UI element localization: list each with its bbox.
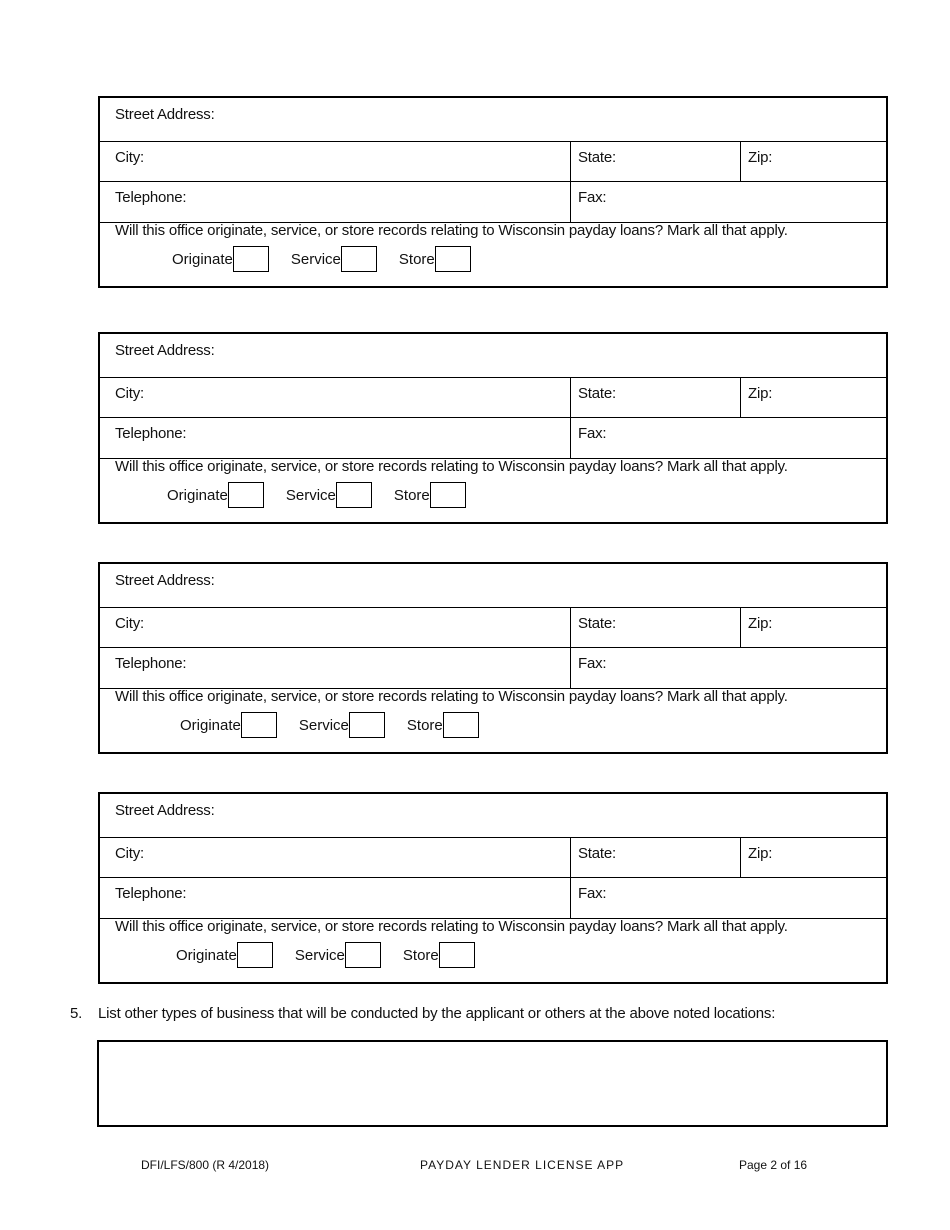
city-label: City:: [115, 149, 145, 166]
location-block-3: [98, 562, 888, 754]
originate-checkbox[interactable]: [233, 246, 269, 272]
telephone-field[interactable]: [100, 417, 571, 458]
state-label: State:: [578, 845, 616, 862]
fax-field[interactable]: [570, 877, 886, 918]
telephone-field[interactable]: [100, 647, 571, 688]
zip-field[interactable]: [740, 377, 886, 417]
street-address-row[interactable]: [100, 334, 886, 378]
zip-field[interactable]: [740, 837, 886, 877]
street-address-row[interactable]: [100, 564, 886, 608]
service-checkbox[interactable]: [341, 246, 377, 272]
store-checkbox[interactable]: [430, 482, 466, 508]
city-field[interactable]: [100, 837, 571, 877]
fax-label: Fax:: [578, 885, 607, 902]
fax-label: Fax:: [578, 425, 607, 442]
telephone-label: Telephone:: [115, 885, 187, 902]
zip-label: Zip:: [748, 385, 773, 402]
telephone-label: Telephone:: [115, 189, 187, 206]
city-field[interactable]: [100, 607, 571, 647]
originate-label: Originate: [172, 250, 233, 268]
location-block-4: [98, 792, 888, 984]
records-question: Will this office originate, service, or store records relating to Wisconsin payday loans? Mark all that apply.: [115, 222, 788, 239]
fax-field[interactable]: [570, 647, 886, 688]
records-question: Will this office originate, service, or store records relating to Wisconsin payday loans? Mark all that apply.: [115, 458, 788, 475]
zip-field[interactable]: [740, 607, 886, 647]
state-field[interactable]: [570, 377, 741, 417]
city-field[interactable]: [100, 377, 571, 417]
originate-checkbox[interactable]: [237, 942, 273, 968]
item-5-question: [70, 1005, 775, 1022]
service-label: Service: [298, 716, 349, 734]
store-checkbox[interactable]: [443, 712, 479, 738]
records-question: Will this office originate, service, or store records relating to Wisconsin payday loans? Mark all that apply.: [115, 688, 788, 705]
service-checkbox[interactable]: [336, 482, 372, 508]
telephone-label: Telephone:: [115, 425, 187, 442]
zip-label: Zip:: [748, 845, 773, 862]
city-label: City:: [115, 615, 145, 632]
originate-label: Originate: [167, 486, 228, 504]
store-label: Store: [393, 486, 430, 504]
zip-label: Zip:: [748, 615, 773, 632]
fax-field[interactable]: [570, 417, 886, 458]
originate-checkbox[interactable]: [241, 712, 277, 738]
street-address-label: Street Address:: [115, 802, 215, 819]
service-label: Service: [290, 250, 341, 268]
service-label: Service: [294, 946, 345, 964]
service-checkbox[interactable]: [349, 712, 385, 738]
store-checkbox[interactable]: [435, 246, 471, 272]
state-field[interactable]: [570, 837, 741, 877]
state-label: State:: [578, 615, 616, 632]
store-label: Store: [406, 716, 443, 734]
item-5-number: 5.: [70, 1005, 83, 1022]
state-field[interactable]: [570, 141, 741, 181]
zip-field[interactable]: [740, 141, 886, 181]
telephone-label: Telephone:: [115, 655, 187, 672]
originate-checkbox[interactable]: [228, 482, 264, 508]
originate-label: Originate: [176, 946, 237, 964]
state-label: State:: [578, 385, 616, 402]
store-checkbox[interactable]: [439, 942, 475, 968]
fax-label: Fax:: [578, 655, 607, 672]
footer-title: PAYDAY LENDER LICENSE APP: [420, 1158, 625, 1172]
fax-label: Fax:: [578, 189, 607, 206]
footer-form-id: DFI/LFS/800 (R 4/2018): [141, 1158, 270, 1172]
records-question: Will this office originate, service, or store records relating to Wisconsin payday loans? Mark all that apply.: [115, 918, 788, 935]
service-label: Service: [285, 486, 336, 504]
city-label: City:: [115, 845, 145, 862]
street-address-label: Street Address:: [115, 106, 215, 123]
originate-label: Originate: [180, 716, 241, 734]
location-block-1: [98, 96, 888, 288]
fax-field[interactable]: [570, 181, 886, 222]
store-label: Store: [402, 946, 439, 964]
state-label: State:: [578, 149, 616, 166]
other-business-answer-box[interactable]: [97, 1040, 888, 1127]
service-checkbox[interactable]: [345, 942, 381, 968]
zip-label: Zip:: [748, 149, 773, 166]
street-address-row[interactable]: [100, 98, 886, 142]
street-address-row[interactable]: [100, 794, 886, 838]
item-5-text: List other types of business that will be conducted by the applicant or others at the above noted locations:: [98, 1005, 776, 1022]
street-address-label: Street Address:: [115, 572, 215, 589]
telephone-field[interactable]: [100, 181, 571, 222]
city-field[interactable]: [100, 141, 571, 181]
city-label: City:: [115, 385, 145, 402]
telephone-field[interactable]: [100, 877, 571, 918]
footer-page-number: Page 2 of 16: [739, 1158, 808, 1172]
street-address-label: Street Address:: [115, 342, 215, 359]
store-label: Store: [398, 250, 435, 268]
location-block-2: [98, 332, 888, 524]
state-field[interactable]: [570, 607, 741, 647]
